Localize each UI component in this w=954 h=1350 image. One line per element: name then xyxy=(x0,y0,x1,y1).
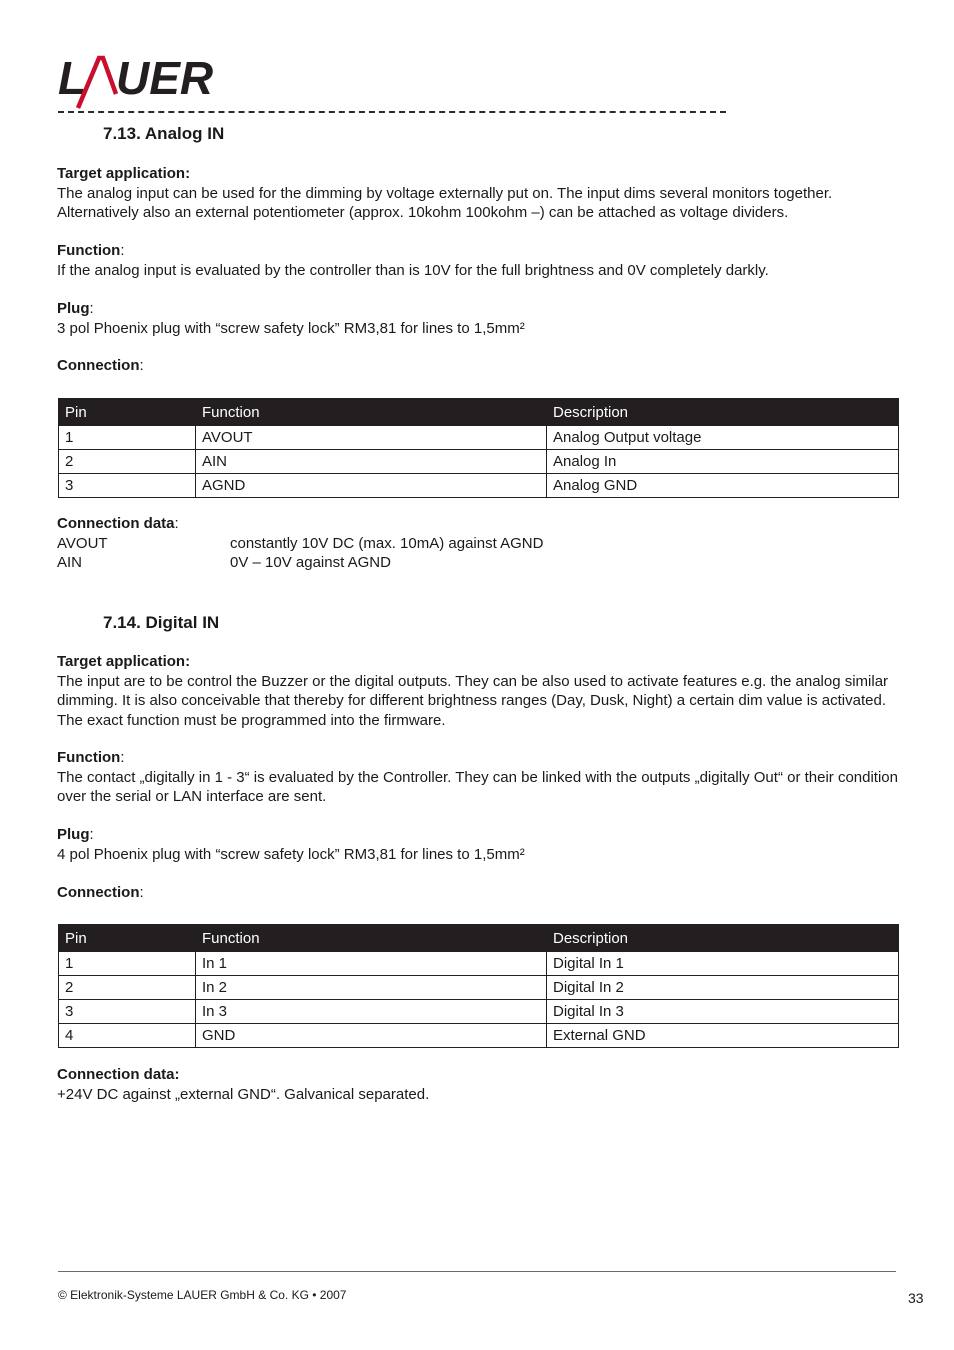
digital-plug-text: 4 pol Phoenix plug with “screw safety lock” RM3,81 for lines to 1,5mm² xyxy=(57,845,525,863)
connection-data-row xyxy=(57,534,902,554)
cell-pin: 1 xyxy=(59,426,196,450)
lauer-logo xyxy=(58,52,248,110)
header-function: Function xyxy=(196,925,547,952)
digital-function-label: Function xyxy=(57,749,121,766)
digital-target-text: The input are to be control the Buzzer or the digital outputs. They can be also used to activate features e.g. the analog similar dimming. It is also conceivable that thereby for different brightness ranges (Day, Dusk, Night) a certain dim value is activated. The exact function must be programmed into the firmware. xyxy=(57,672,889,729)
cell-description: Digital In 3 xyxy=(547,1000,899,1024)
cell-pin: 1 xyxy=(59,952,196,976)
cell-pin: 3 xyxy=(59,474,196,498)
digital-target-application xyxy=(57,652,902,730)
analog-plug-label: Plug xyxy=(57,300,90,317)
table-header-row xyxy=(59,925,899,952)
analog-pin-table xyxy=(58,398,899,498)
digital-pin-table xyxy=(58,924,899,1048)
analog-connection xyxy=(57,356,902,376)
svg-text:UER: UER xyxy=(116,52,214,104)
header-description: Description xyxy=(547,925,899,952)
analog-function-text: If the analog input is evaluated by the controller than is 10V for the full brightness and 0V completely darkly. xyxy=(57,261,769,279)
page-number: 33 xyxy=(908,1290,924,1306)
analog-plug-heading: Plug: xyxy=(57,300,94,317)
cell-function: AIN xyxy=(196,450,547,474)
analog-function-label: Function xyxy=(57,242,121,259)
header-description: Description xyxy=(547,399,899,426)
table-row xyxy=(59,976,899,1000)
digital-connection-heading: Connection: xyxy=(57,884,144,901)
digital-connection-data xyxy=(57,1065,902,1104)
cell-description: Analog Output voltage xyxy=(547,426,899,450)
table-row xyxy=(59,1000,899,1024)
analog-target-text: The analog input can be used for the dimming by voltage externally put on. The input dims several monitors together. Alternatively also an external potentiometer (approx. 10kohm 100kohm –) can be attached as voltage dividers. xyxy=(57,184,833,221)
connection-data-key: AIN xyxy=(57,554,83,571)
analog-target-application xyxy=(57,164,902,223)
connection-data-value: 0V – 10V against AGND xyxy=(230,554,391,571)
connection-data-key: AVOUT xyxy=(57,534,108,552)
table-row xyxy=(59,952,899,976)
connection-data-value: constantly 10V DC (max. 10mA) against AGND xyxy=(230,534,544,552)
digital-plug-label: Plug xyxy=(57,826,90,843)
analog-plug-text: 3 pol Phoenix plug with “screw safety lock” RM3,81 for lines to 1,5mm² xyxy=(57,319,525,337)
cell-function: In 1 xyxy=(196,952,547,976)
analog-connection-data xyxy=(57,514,902,573)
analog-connection-data-heading: Connection data: xyxy=(57,515,179,532)
cell-function: AVOUT xyxy=(196,426,547,450)
analog-function-heading: Function: xyxy=(57,242,125,259)
section-title-analog-in: 7.13. Analog IN xyxy=(103,124,225,143)
analog-plug xyxy=(57,299,902,338)
digital-connection xyxy=(57,883,902,903)
cell-pin: 3 xyxy=(59,1000,196,1024)
digital-plug-heading: Plug: xyxy=(57,826,94,843)
table-row xyxy=(59,450,899,474)
cell-description: Digital In 2 xyxy=(547,976,899,1000)
digital-function xyxy=(57,748,902,807)
digital-connection-data-label: Connection data: xyxy=(57,1066,180,1083)
digital-plug xyxy=(57,825,902,864)
header-function: Function xyxy=(196,399,547,426)
table-row xyxy=(59,474,899,498)
lauer-logo-mark xyxy=(58,52,248,110)
footer-rule xyxy=(58,1271,896,1272)
footer-copyright: © Elektronik-Systeme LAUER GmbH & Co. KG • 2007 xyxy=(58,1288,347,1302)
cell-description: External GND xyxy=(547,1024,899,1048)
header-dashed-rule xyxy=(58,111,726,113)
connection-data-row xyxy=(57,553,902,573)
header-pin: Pin xyxy=(59,925,196,952)
analog-function xyxy=(57,241,902,280)
cell-description: Analog In xyxy=(547,450,899,474)
table-header-row xyxy=(59,399,899,426)
analog-connection-heading: Connection: xyxy=(57,357,144,374)
analog-connection-label: Connection xyxy=(57,357,140,374)
cell-description: Analog GND xyxy=(547,474,899,498)
digital-target-label: Target application: xyxy=(57,653,191,670)
digital-function-heading: Function: xyxy=(57,749,125,766)
cell-function: In 3 xyxy=(196,1000,547,1024)
cell-function: GND xyxy=(196,1024,547,1048)
analog-connection-data-label: Connection data xyxy=(57,515,175,532)
table-row xyxy=(59,426,899,450)
cell-pin: 2 xyxy=(59,450,196,474)
section-title-digital-in: 7.14. Digital IN xyxy=(103,613,220,632)
cell-function: In 2 xyxy=(196,976,547,1000)
analog-target-label: Target application: xyxy=(57,165,191,182)
cell-pin: 2 xyxy=(59,976,196,1000)
header-pin: Pin xyxy=(59,399,196,426)
digital-function-text: The contact „digitally in 1 - 3“ is evaluated by the Controller. They can be linked with the outputs „digitally Out“ or their condition over the serial or LAN interface are sent. xyxy=(57,768,898,805)
digital-connection-label: Connection xyxy=(57,884,140,901)
svg-text:L: L xyxy=(58,52,87,104)
table-row xyxy=(59,1024,899,1048)
cell-pin: 4 xyxy=(59,1024,196,1048)
digital-connection-data-text: +24V DC against „external GND“. Galvanical separated. xyxy=(57,1085,430,1103)
cell-description: Digital In 1 xyxy=(547,952,899,976)
cell-function: AGND xyxy=(196,474,547,498)
